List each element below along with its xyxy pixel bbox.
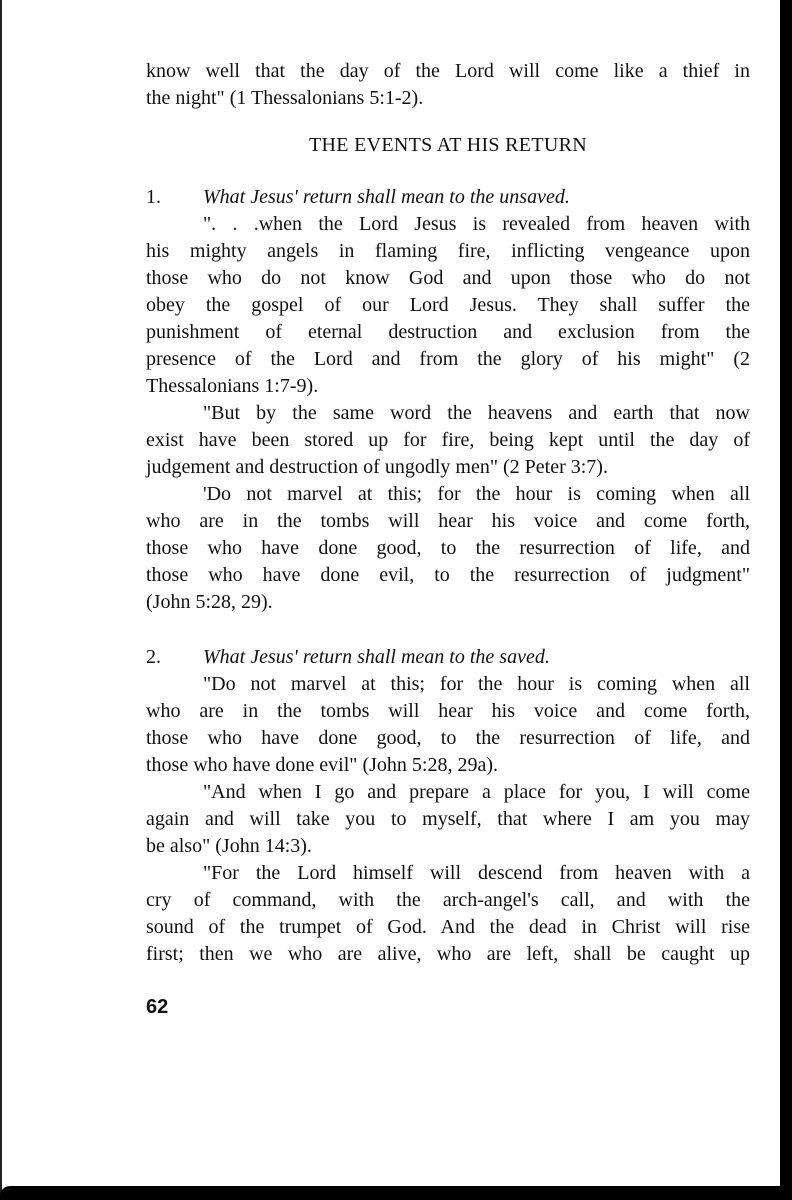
scan-edge-bottom	[0, 1186, 792, 1200]
text-line: sound of the trumpet of God. And the dead in Christ will rise	[146, 916, 750, 938]
text-line: those who have done evil, to the resurrection of judgment"	[146, 564, 750, 586]
text-line: who are in the tombs will hear his voice and come forth,	[146, 510, 750, 532]
text-line: "And when I go and prepare a place for you, I will come	[203, 781, 750, 803]
section-heading: THE EVENTS AT HIS RETURN	[309, 134, 587, 156]
text-line: know well that the day of the Lord will come like a thief in	[146, 60, 750, 82]
text-line: those who have done good, to the resurrection of life, and	[146, 727, 750, 749]
text-line: Thessalonians 1:7-9).	[146, 375, 319, 397]
text-line: again and will take you to myself, that where I am you may	[146, 808, 750, 830]
item-title-text: What Jesus' return shall mean to the unsaved.	[203, 186, 570, 208]
text-line: who are in the tombs will hear his voice and come forth,	[146, 700, 750, 722]
text-line: "But by the same word the heavens and earth that now	[203, 402, 750, 424]
text-line: his mighty angels in flaming fire, inflicting vengeance upon	[146, 240, 750, 262]
text-line: judgement and destruction of ungodly men" (2 Peter 3:7).	[146, 456, 608, 478]
text-line: be also" (John 14:3).	[146, 835, 312, 857]
text-line: the night" (1 Thessalonians 5:1-2).	[146, 87, 424, 109]
text-line: those who have done evil" (John 5:28, 29a).	[146, 754, 498, 776]
page-number: 62	[146, 996, 169, 1018]
item-title	[146, 184, 750, 211]
scan-edge-right	[780, 0, 792, 1200]
section-2	[146, 644, 750, 968]
item-number: 1.	[146, 186, 161, 208]
item-number: 2.	[146, 646, 161, 668]
text-line: obey the gospel of our Lord Jesus. They shall suffer the	[146, 294, 750, 316]
text-line: those who have done good, to the resurrection of life, and	[146, 537, 750, 559]
item-title-text: What Jesus' return shall mean to the saved.	[203, 646, 550, 668]
text-line: 'Do not marvel at this; for the hour is coming when all	[203, 483, 750, 505]
item-title	[146, 644, 750, 671]
text-line: those who do not know God and upon those who do not	[146, 267, 750, 289]
text-line: "For the Lord himself will descend from heaven with a	[203, 862, 750, 884]
text-line: punishment of eternal destruction and exclusion from the	[146, 321, 750, 343]
text-line: ". . .when the Lord Jesus is revealed from heaven with	[203, 213, 750, 235]
text-line: first; then we who are alive, who are left, shall be caught up	[146, 943, 750, 965]
book-page	[146, 58, 750, 968]
scan-edge-left	[0, 0, 2, 1200]
text-line: presence of the Lord and from the glory of his might" (2	[146, 348, 750, 370]
text-line: (John 5:28, 29).	[146, 591, 273, 613]
text-line: "Do not marvel at this; for the hour is coming when all	[203, 673, 750, 695]
text-line: cry of command, with the arch-angel's call, and with the	[146, 889, 750, 911]
section-1	[146, 184, 750, 616]
text-line: exist have been stored up for fire, being kept until the day of	[146, 429, 750, 451]
